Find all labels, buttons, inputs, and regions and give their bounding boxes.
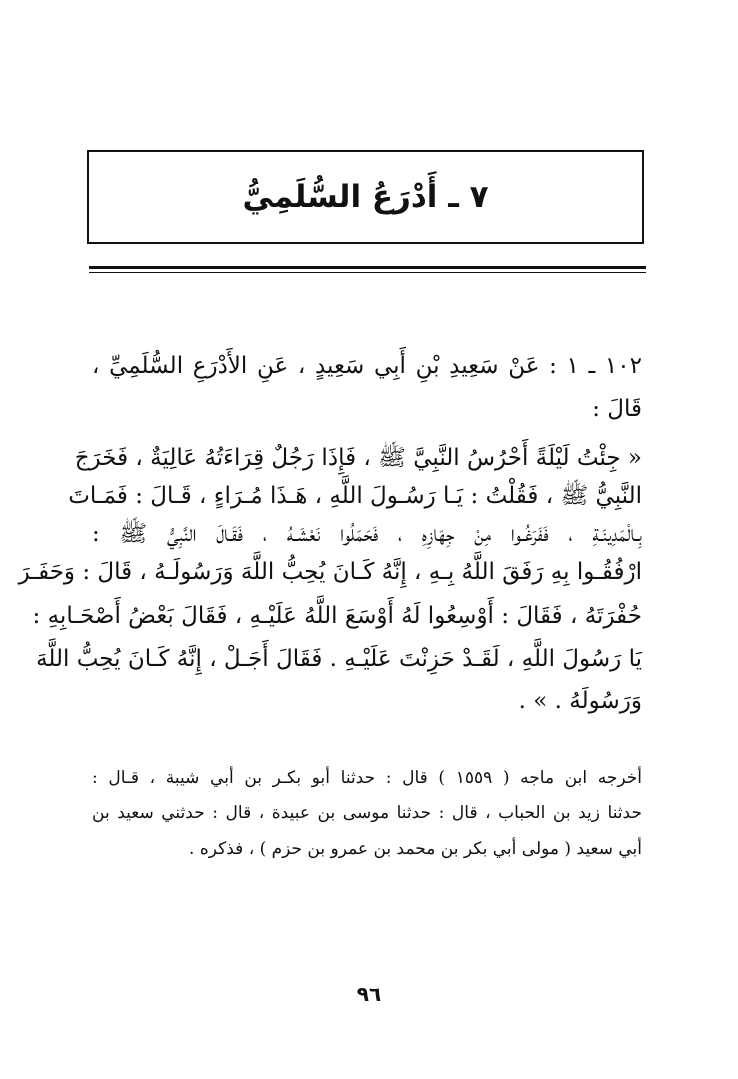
isnad-line: ١٠٢ ـ ١ : عَنْ سَعِيدِ بْنِ أَبِي سَعِيدٍ ، عَنِ الأَدْرَعِ السُّلَمِيِّ ، xyxy=(92,353,642,379)
isnad-line: قَالَ : xyxy=(592,396,642,422)
matn-line: « جِئْتُ لَيْلَةً أَحْرُسُ النَّبِيَّ ﷺ ، فَإِذَا رَجُلٌ قِرَاءَتُهُ عَالِيَةٌ ، فَخَرَجَ xyxy=(74,445,642,471)
matn-line: بِـالْمَدِينَـةِ ، فَفَرَغُـوا مِنْ جِهَازِهِ ، فَحَمَلُوا نَعْشَـهُ ، فَقَـالَ النَّبِيُّ ﷺ : xyxy=(92,521,642,547)
matn-line: حُفْرَتَهُ ، فَقَالَ : أَوْسِعُوا لَهُ أَوْسَعَ اللَّهُ عَلَيْـهِ ، فَقَالَ بَعْضُ أَصْحَـابِهِ : xyxy=(32,603,642,629)
footnote-line: أبي سعيد ( مولى أبي بكر بن محمد بن عمرو بن حزم ) ، فذكره . xyxy=(189,839,642,859)
matn-line: يَا رَسُولَ اللَّهِ ، لَقَـدْ حَزِنْتَ عَلَيْـهِ . فَقَالَ أَجَـلْ ، إِنَّهُ كَـانَ يُحِبُّ اللَّهَ xyxy=(36,646,642,672)
matn-line: النَّبِيُّ ﷺ ، فَقُلْتُ : يَـا رَسُـولَ اللَّهِ ، هَـذَا مُـرَاءٍ ، قَـالَ : فَمَـاتَ xyxy=(68,483,642,509)
separator-rule-thin xyxy=(89,272,646,273)
page-number: ٩٦ xyxy=(356,982,382,1006)
footnote-line: أخرجه ابن ماجه ( ١٥٥٩ ) قال : حدثنا أبو بكـر بن أبي شيبة ، قـال : xyxy=(92,768,642,788)
chapter-title-box xyxy=(87,150,644,244)
chapter-title: ٧ ـ أَدْرَعُ السُّلَمِيُّ xyxy=(242,178,489,215)
matn-line: ارْفُقُـوا بِهِ رَفَقَ اللَّهُ بِـهِ ، إِنَّهُ كَـانَ يُحِبُّ اللَّهَ وَرَسُولَـهُ ، قَالَ : وَحَفَـرَ xyxy=(18,559,642,585)
separator-rule-thick xyxy=(89,266,646,269)
matn-line: وَرَسُولَهُ . » . xyxy=(518,688,642,714)
footnote-line: حدثنا زيد بن الحباب ، قال : حدثنا موسى بن عبيدة ، قال : حدثني سعيد بن xyxy=(92,803,642,823)
